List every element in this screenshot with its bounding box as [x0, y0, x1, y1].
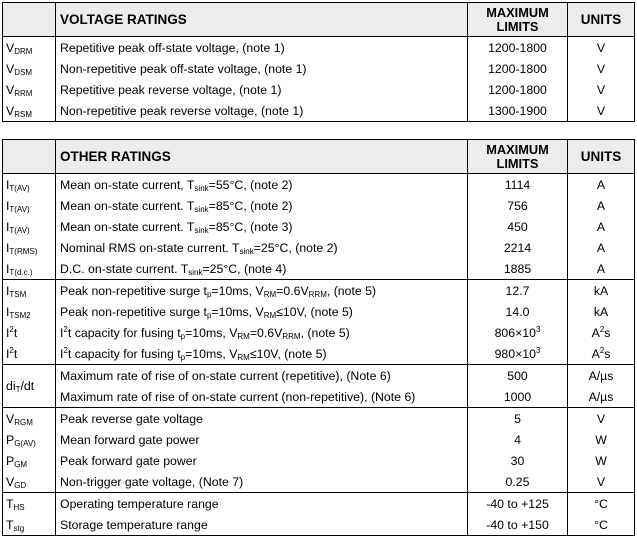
unit-text: A: [591, 346, 600, 361]
value-cell: 500: [468, 365, 568, 387]
value-cell: 756: [468, 195, 568, 216]
description-cell: [56, 301, 468, 322]
description-cell: Maximum rate of rise of on-state current (repetitive), (Note 6): [56, 365, 468, 387]
unit-cell: V: [568, 58, 635, 79]
symbol-cell: [3, 237, 56, 258]
unit-tail: s: [604, 346, 611, 361]
desc-text: , (note 5): [326, 283, 377, 298]
description-cell: [56, 280, 468, 302]
value-cell: 1000: [468, 386, 568, 408]
symbol-sub: DRM: [14, 46, 33, 56]
desc-text: I: [60, 346, 64, 361]
symbol-cell: [3, 450, 56, 471]
desc-sup: 2: [63, 345, 68, 355]
table-row: [3, 174, 635, 196]
table-row: [3, 301, 635, 322]
desc-text: =0.6V: [276, 283, 309, 298]
value-cell: 14.0: [468, 301, 568, 322]
max-limits-header: [468, 3, 568, 37]
value-text: 980×10: [494, 346, 536, 361]
symbol: V: [6, 61, 15, 76]
desc-text: I: [60, 325, 64, 340]
description-cell: [56, 343, 468, 365]
table-row: [3, 365, 635, 387]
unit-cell: [568, 343, 635, 365]
table-row: [3, 100, 635, 122]
value-cell: -40 to +125: [468, 493, 568, 515]
unit-cell: kA: [568, 301, 635, 322]
unit-tail: s: [604, 325, 611, 340]
desc-text: D.C. on-state current. T: [60, 261, 189, 276]
symbol: V: [6, 40, 15, 55]
symbol-cell: [3, 429, 56, 450]
desc-text: Mean on-state current, T: [60, 177, 195, 192]
value-cell: 450: [468, 216, 568, 237]
value-cell: 1114: [468, 174, 568, 196]
value-sup: 3: [535, 324, 541, 334]
symbol: I: [6, 177, 10, 192]
value-cell: 5: [468, 408, 568, 430]
description-cell: Operating temperature range: [56, 493, 468, 515]
desc-sub: sink: [188, 267, 203, 277]
description-cell: Mean forward gate power: [56, 429, 468, 450]
symbol: V: [6, 411, 15, 426]
symbol: T: [6, 517, 14, 532]
symbol: I: [6, 346, 10, 361]
unit-cell: A: [568, 216, 635, 237]
desc-sub: RM: [237, 352, 250, 362]
table-row: [3, 195, 635, 216]
desc-sub: p: [206, 310, 212, 320]
unit-cell: A/µs: [568, 365, 635, 387]
desc-sub: p: [180, 352, 186, 362]
symbol-cell: [3, 301, 56, 322]
desc-text: =0.6V: [249, 325, 283, 340]
desc-sup: 2: [63, 324, 68, 334]
symbol-sub: GM: [14, 459, 28, 469]
symbol-sub: T(d.c.): [9, 267, 33, 277]
table-row: [3, 471, 635, 493]
description-cell: Peak reverse gate voltage: [56, 408, 468, 430]
symbol: V: [6, 103, 15, 118]
description-cell: Non-repetitive peak off-state voltage, (note 1): [56, 58, 468, 79]
table-row: [3, 386, 635, 408]
symbol: I: [6, 325, 10, 340]
symbol-tail: t: [13, 346, 18, 361]
max-limits-header-line2: LIMITS: [496, 18, 539, 34]
desc-sub: sink: [194, 225, 209, 235]
table-row: [3, 343, 635, 365]
symbol: V: [6, 82, 15, 97]
table-row: [3, 37, 635, 59]
table-row: [3, 58, 635, 79]
value-cell: -40 to +150: [468, 514, 568, 536]
desc-sub: RM: [237, 331, 250, 341]
symbol-cell: [3, 216, 56, 237]
desc-text: =55°C, (note 2): [208, 177, 293, 192]
other-ratings-table: [2, 139, 635, 536]
description-cell: Repetitive peak off-state voltage, (note 1): [56, 37, 468, 59]
symbol-sub: TSM: [9, 289, 27, 299]
desc-text: =10ms, V: [211, 304, 264, 319]
desc-sub: RRM: [282, 331, 301, 341]
symbol-cell: [3, 174, 56, 196]
desc-text: t capacity for fusing t: [67, 325, 181, 340]
value-cell: 4: [468, 429, 568, 450]
symbol-cell: [3, 493, 56, 515]
desc-sub: sink: [239, 246, 254, 256]
symbol-tail: /dt: [20, 379, 35, 393]
desc-text: Mean on-state current. T: [60, 219, 195, 234]
desc-text: , (note 5): [300, 325, 350, 340]
description-cell: [56, 237, 468, 258]
symbol-cell: [3, 195, 56, 216]
table-row: [3, 216, 635, 237]
symbol: I: [6, 219, 10, 234]
value-cell: 1200-1800: [468, 37, 568, 59]
description-cell: Non-trigger gate voltage, (Note 7): [56, 471, 468, 493]
symbol: I: [6, 283, 10, 298]
unit-cell: [568, 322, 635, 343]
description-cell: [56, 216, 468, 237]
symbol-cell: [3, 37, 56, 59]
max-limits-header-line1: MAXIMUM: [486, 4, 549, 20]
value-cell: 1200-1800: [468, 79, 568, 100]
unit-cell: A: [568, 195, 635, 216]
desc-sub: sink: [194, 183, 209, 193]
symbol-cell: [3, 280, 56, 302]
desc-text: =85°C, (note 2): [208, 198, 293, 213]
voltage-ratings-header-row: [3, 3, 635, 37]
table-row: [3, 514, 635, 536]
symbol-sub: DSM: [14, 67, 32, 77]
symbol-sup: 2: [9, 345, 14, 355]
table-row: [3, 450, 635, 471]
value-cell: 2214: [468, 237, 568, 258]
unit-cell: A/µs: [568, 386, 635, 408]
symbol-sub: T(AV): [9, 204, 30, 214]
symbol-sub: RSM: [14, 109, 32, 119]
symbol-cell: [3, 79, 56, 100]
desc-text: Peak non-repetitive surge t: [60, 283, 207, 298]
description-cell: Storage temperature range: [56, 514, 468, 536]
symbol-tail: t: [13, 325, 18, 340]
symbol-sup: 2: [9, 324, 14, 334]
desc-sub: RM: [263, 289, 277, 299]
unit-cell: kA: [568, 280, 635, 302]
desc-sub: RRM: [308, 289, 327, 299]
unit-cell: A: [568, 237, 635, 258]
table-row: [3, 493, 635, 515]
unit-sup: 2: [599, 324, 605, 334]
symbol: V: [6, 474, 15, 489]
value-cell: 1200-1800: [468, 58, 568, 79]
symbol-sub: T(AV): [9, 225, 30, 235]
value-sup: 3: [535, 345, 541, 355]
table-row: [3, 237, 635, 258]
desc-text: Mean on-state current. T: [60, 198, 195, 213]
description-cell: [56, 258, 468, 280]
description-cell: [56, 195, 468, 216]
description-cell: Peak forward gate power: [56, 450, 468, 471]
symbol-cell: [3, 258, 56, 280]
value-cell: 1885: [468, 258, 568, 280]
description-cell: Non-repetitive peak reverse voltage, (note 1): [56, 100, 468, 122]
unit-cell: V: [568, 37, 635, 59]
symbol-cell: [3, 322, 56, 343]
symbol-sub: RRM: [14, 88, 33, 98]
symbol: P: [6, 453, 15, 468]
max-limits-header-line2: LIMITS: [496, 155, 539, 171]
table-row: [3, 258, 635, 280]
description-cell: Repetitive peak reverse voltage, (note 1): [56, 79, 468, 100]
symbol: I: [6, 198, 10, 213]
voltage-ratings-table: [2, 2, 635, 122]
unit-cell: V: [568, 471, 635, 493]
unit-cell: W: [568, 429, 635, 450]
value-text: 806×10: [494, 325, 536, 340]
symbol: di: [6, 379, 16, 393]
unit-cell: °C: [568, 493, 635, 515]
symbol-sub: HS: [13, 502, 25, 512]
description-cell: Maximum rate of rise of on-state current (non-repetitive), (Note 6): [56, 386, 468, 408]
table-row: [3, 280, 635, 302]
symbol: I: [6, 261, 10, 276]
symbol-sub: RGM: [14, 417, 33, 427]
table-row: [3, 322, 635, 343]
value-cell: [468, 322, 568, 343]
other-ratings-title: OTHER RATINGS: [56, 140, 468, 174]
symbol-sub: G(AV): [14, 438, 36, 448]
symbol: P: [6, 432, 15, 447]
unit-cell: V: [568, 79, 635, 100]
symbol-cell: [3, 100, 56, 122]
voltage-ratings-title: VOLTAGE RATINGS: [56, 3, 468, 37]
symbol-cell: [3, 471, 56, 493]
value-cell: 30: [468, 450, 568, 471]
symbol-header-cell: [3, 140, 56, 174]
description-cell: [56, 174, 468, 196]
unit-cell: A: [568, 258, 635, 280]
desc-sub: p: [206, 289, 212, 299]
symbol-sub: TSM2: [9, 310, 31, 320]
unit-cell: V: [568, 408, 635, 430]
units-header: UNITS: [568, 140, 635, 174]
value-cell: 0.25: [468, 471, 568, 493]
symbol-sub: T(AV): [9, 183, 30, 193]
symbol-cell: [3, 365, 56, 408]
other-ratings-header-row: [3, 140, 635, 174]
unit-text: A: [591, 325, 600, 340]
description-cell: [56, 322, 468, 343]
symbol-cell: [3, 58, 56, 79]
symbol-header-cell: [3, 3, 56, 37]
desc-text: =10ms, V: [211, 283, 264, 298]
desc-sub: RM: [263, 310, 277, 320]
unit-cell: °C: [568, 514, 635, 536]
table-row: [3, 408, 635, 430]
desc-text: =85°C, (note 3): [208, 219, 293, 234]
symbol: T: [6, 496, 14, 511]
desc-text: =10ms, V: [185, 325, 238, 340]
desc-text: ≤10V, (note 5): [276, 304, 353, 319]
units-header: UNITS: [568, 3, 635, 37]
table-row: [3, 429, 635, 450]
unit-cell: W: [568, 450, 635, 471]
desc-text: Nominal RMS on-state current. T: [60, 240, 240, 255]
symbol-cell: [3, 343, 56, 365]
symbol: I: [6, 304, 10, 319]
unit-cell: A: [568, 174, 635, 196]
desc-text: =25°C, (note 4): [202, 261, 287, 276]
table-row: [3, 79, 635, 100]
symbol-sub: GD: [14, 480, 27, 490]
symbol-cell: [3, 408, 56, 430]
symbol-cell: [3, 514, 56, 536]
symbol-sub: stg: [13, 523, 25, 533]
max-limits-header-line1: MAXIMUM: [486, 141, 549, 157]
unit-cell: V: [568, 100, 635, 122]
symbol-sub: T: [15, 385, 21, 394]
value-cell: 1300-1900: [468, 100, 568, 122]
symbol-sub: T(RMS): [9, 246, 38, 256]
desc-text: Peak non-repetitive surge t: [60, 304, 207, 319]
value-cell: 12.7: [468, 280, 568, 302]
symbol: I: [6, 240, 10, 255]
value-cell: [468, 343, 568, 365]
desc-text: ≤10V, (note 5): [249, 346, 327, 361]
desc-text: =25°C, (note 2): [253, 240, 338, 255]
max-limits-header: [468, 140, 568, 174]
desc-sub: sink: [194, 204, 209, 214]
desc-sub: p: [180, 331, 186, 341]
unit-sup: 2: [599, 345, 605, 355]
desc-text: =10ms, V: [185, 346, 238, 361]
desc-text: t capacity for fusing t: [67, 346, 181, 361]
